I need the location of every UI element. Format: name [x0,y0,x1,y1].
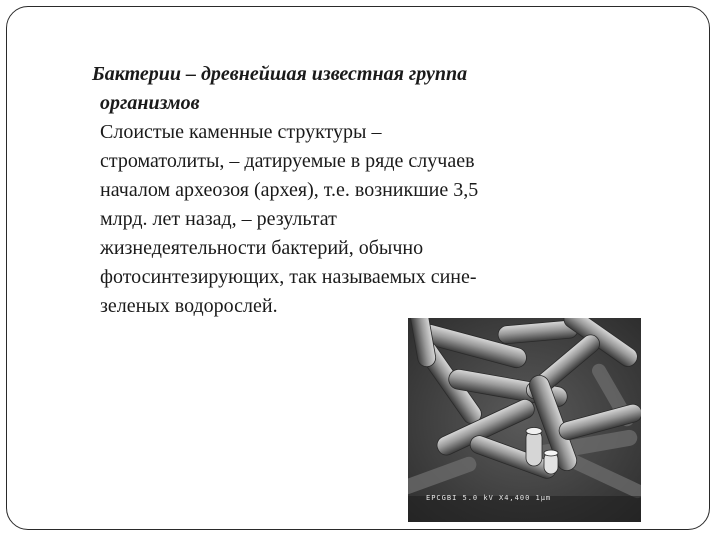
body-line: жизнедеятельности бактерий, обычно [100,237,424,259]
body-line: фотосинтезирующих, так называемых сине- [100,266,477,288]
body-line: зеленых водорослей. [100,295,278,317]
body-line: строматолиты, – датируемые в ряде случаев [100,150,475,172]
heading-line-2: организмов [100,92,200,114]
micrograph-drawing [408,318,641,522]
slide-text [92,60,570,321]
body-line: млрд. лет назад, – результат [100,208,337,230]
heading-line-1: Бактерии – древнейшая известная группа [92,63,468,85]
slide-heading [92,60,570,118]
slide-body [100,118,570,321]
bacteria-micrograph-image [408,318,641,522]
micrograph-caption: EPCGBI 5.0 kV X4,400 1µm [426,494,552,502]
body-line: началом археозоя (архея), т.е. возникшие 3,5 [100,179,479,201]
body-line: Слоистые каменные структуры – [100,121,382,143]
